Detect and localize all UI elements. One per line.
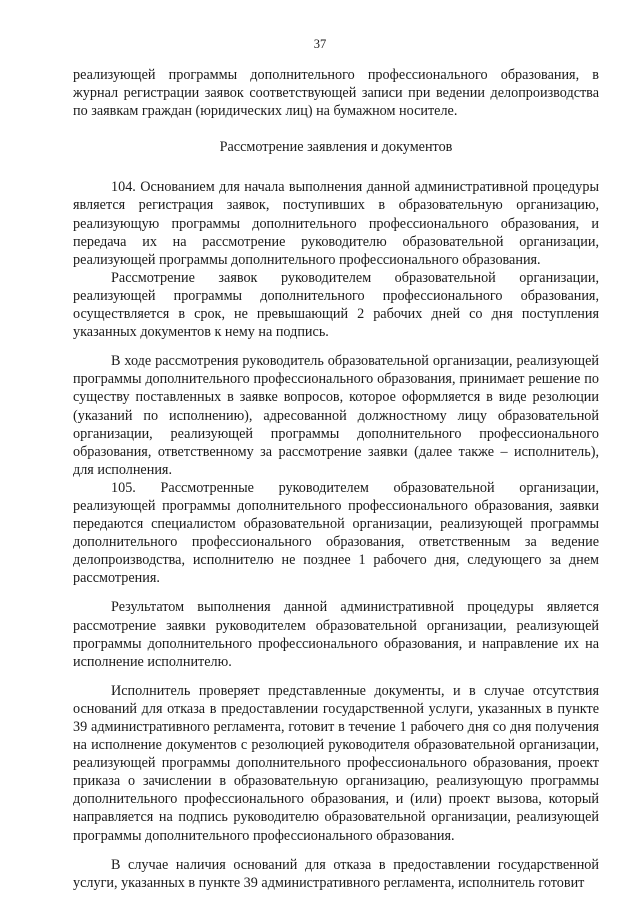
page-number: 37	[313, 37, 327, 51]
paragraph-review-term: Рассмотрение заявок руководителем образовательной организации, реализующей программы дополнительного профессионального образования, осуществляется в срок, не превышающий 2 рабочих дней со дня поступления указанных документов к нему на подпись.	[73, 269, 599, 341]
paragraph-review-decision: В ходе рассмотрения руководитель образовательной организации, реализующей программы дополнительного профессионального образования, принимает решение по существу поставленных в заявке вопросов, которое оформляется в виде резолюции (указаний по исполнению), адресованной должностному лицу образовательной организации, реализующей программы дополнительного профессионального образования, ответственному за рассмотрение заявки (далее также – исполнитель), для исполнения.	[73, 353, 599, 478]
section-heading: Рассмотрение заявления и документов	[219, 139, 453, 156]
paragraph-104: 104. Основанием для начала выполнения данной административной процедуры является регистрация заявок, поступивших в образовательную организацию, реализующую программы дополнительного профессионального образования, и передача их на рассмотрение руководителю образовательной организации, реализующей программы дополнительного профессионального образования.	[73, 179, 599, 268]
paragraph-105: 105. Рассмотренные руководителем образовательной организации, реализующей программы дополнительного профессионального образования, заявки передаются специалистом образовательной организации, реализующей программы дополнительного профессионального образования, ответственным за ведение делопроизводства, исполнителю не позднее 1 рабочего дня, следующего за днем рассмотрения.	[73, 479, 599, 587]
document-body	[73, 66, 599, 892]
paragraph-refusal-grounds: В случае наличия оснований для отказа в предоставлении государственной услуги, указанных в пункте 39 административного регламента, исполнитель готовит	[73, 856, 599, 891]
paragraph-executor-check: Исполнитель проверяет представленные документы, и в случае отсутствия оснований для отказа в предоставлении государственной услуги, указанных в пункте 39 административного регламента, готовит в течение 1 рабочего дня со дня получения на исполнение документов с резолюцией руководителя образовательной организации, реализующей программы дополнительного профессионального образования, проект приказа о зачислении в образовательную организацию, реализующую программы дополнительного профессионального образования, и (или) проект вызова, который направляется на подпись руководителю образовательной организации, реализующей программы дополнительного профессионального образования.	[73, 682, 599, 844]
paragraph-procedure-result: Результатом выполнения данной административной процедуры является рассмотрение заявки руководителем образовательной организации, реализующей программы дополнительного профессионального образования, и направление их на исполнение исполнителю.	[73, 599, 599, 670]
lead-paragraph: реализующей программы дополнительного профессионального образования, в журнал регистрации заявок соответствующей записи при ведении делопроизводства по заявкам граждан (юридических лиц) на бумажном носителе.	[73, 67, 599, 120]
